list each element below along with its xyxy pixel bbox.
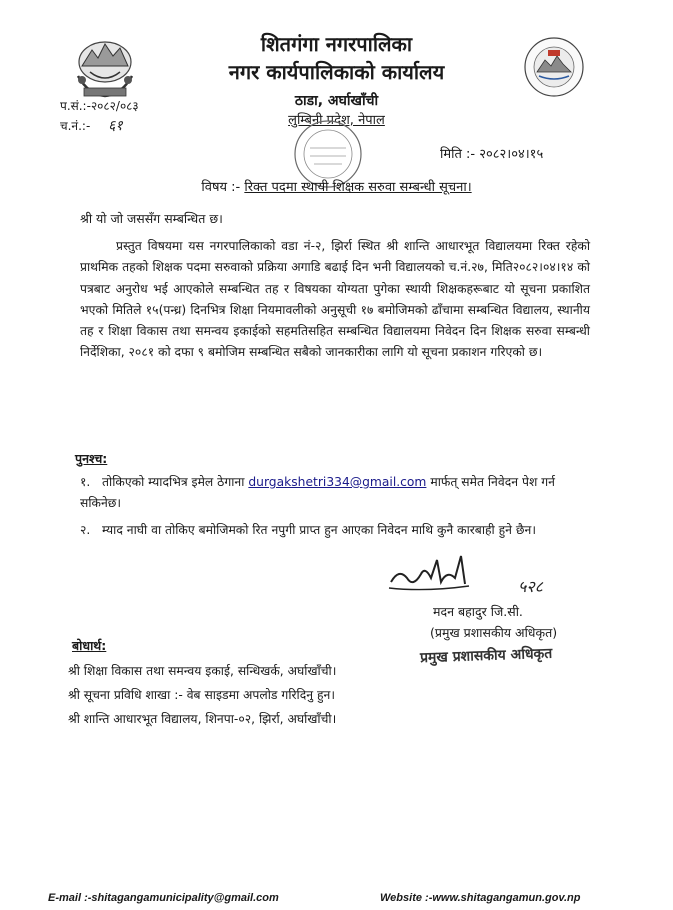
- address-line-2: लुम्बिनी प्रदेश, नेपाल: [288, 113, 385, 128]
- salutation: श्री यो जो जससँग सम्बन्धित छ।: [80, 211, 223, 226]
- postscript-heading: पुनश्च:: [75, 451, 108, 466]
- postscript-item-text: मार्फत् समेत निवेदन पेश गर्न सकिनेछ।: [80, 475, 555, 510]
- signatory-title: (प्रमुख प्रशासकीय अधिकृत): [430, 625, 558, 640]
- reference-fiscal-year: [60, 97, 139, 114]
- footer-email: E-mail :-shitagangamunicipality@gmail.com: [48, 892, 279, 904]
- contact-email-link[interactable]: durgakshetri334@gmail.com: [248, 475, 427, 489]
- reference-number-value: ६१: [108, 118, 123, 134]
- cc-item: श्री शान्ति आधारभूत विद्यालय, शिनपा-०२, झिर्रा, अर्घाखाँची।: [68, 712, 337, 726]
- footer-website: Website :-www.shitagangamun.gov.np: [380, 892, 581, 904]
- postscript-item-1: [80, 472, 590, 514]
- letter-date: [440, 144, 543, 162]
- cc-item: श्री सूचना प्रविधि शाखा :- वेब साइडमा अपलोड गरिदिनु हुन।: [68, 688, 336, 702]
- postscript-item-number: २.: [80, 523, 91, 537]
- reference-number-label: च.नं.:-: [60, 119, 91, 133]
- reference-number: [60, 116, 123, 135]
- cc-heading: बोधार्थ:: [72, 638, 107, 653]
- postscript-item-text: तोकिएको म्यादभित्र इमेल ठेगाना: [102, 475, 245, 489]
- designation-stamp: प्रमुख प्रशासकीय अधिकृत: [419, 645, 553, 667]
- subject-text: रिक्त पदमा स्थायी शिक्षक सरुवा सम्बन्धी सूचना।: [244, 180, 472, 195]
- signatory-name: मदन बहादुर जि.सी.: [433, 604, 523, 619]
- handwritten-signature: [385, 548, 505, 596]
- date-label: मिति :-: [440, 147, 476, 162]
- postscript-item-text: म्याद नाघी वा तोकिए बमोजिमको रित नपुगी प्राप्त हुन आएका निवेदन माथि कुनै कारबाही हुने छैन।: [102, 523, 536, 537]
- postscript-item-2: [80, 520, 590, 541]
- signature-number: ५२८: [518, 577, 543, 596]
- body-text: प्रस्तुत विषयमा यस नगरपालिकाको वडा नं-२, झिर्रा स्थित श्री शान्ति आधारभूत विद्यालयमा रिक्त रहेको प्राथमिक तहको शिक्षक पदमा सरुवाको प्रक्रिया अगाडि बढाई दिन भनी विद्यालयको च.नं.२७, मिति२०८२।०४।१४ को पत्रबाट अनुरोध भई आएकोले सम्बन्धित तह र विषयका योग्यता पुगेका स्थायी शिक्षकहरूबाट यो सूचना प्रकाशित भएको मितिले १५(पन्ध्र) दिनभित्र शिक्षा नियमावलीको अनुसूची १७ बमोजिमको ढाँचामा सम्बन्धित विद्यालय, स्थानीय तह र शिक्षा विकास तथा समन्वय इकाईको सहमतिसहित सम्बन्धित विद्यालयमा निवेदन दिन शिक्षक सरुवा सम्बन्धी निर्देशिका, २०८१ को दफा ९ बमोजिम सम्बन्धित सबैको जानकारीका लागि यो सूचना प्रकाशन गरिएको छ।: [80, 239, 590, 360]
- date-value: २०८२।०४।१५: [479, 147, 544, 162]
- address-line-1: ठाडा, अर्घाखाँची: [294, 93, 379, 109]
- reference-fiscal-value: २०८२/०८३: [90, 99, 139, 113]
- subject-line: [0, 177, 673, 195]
- body-paragraph: [80, 236, 590, 364]
- postscript-item-number: १.: [80, 475, 91, 489]
- office-name: नगर कार्यपालिकाको कार्यालय: [228, 60, 445, 84]
- organization-name: शितगंगा नगरपालिका: [260, 32, 413, 56]
- subject-label: विषय :-: [201, 180, 241, 195]
- reference-fiscal-label: प.सं.:-: [60, 99, 91, 113]
- cc-item: श्री शिक्षा विकास तथा समन्वय इकाई, सन्धिखर्क, अर्घाखाँची।: [68, 664, 337, 678]
